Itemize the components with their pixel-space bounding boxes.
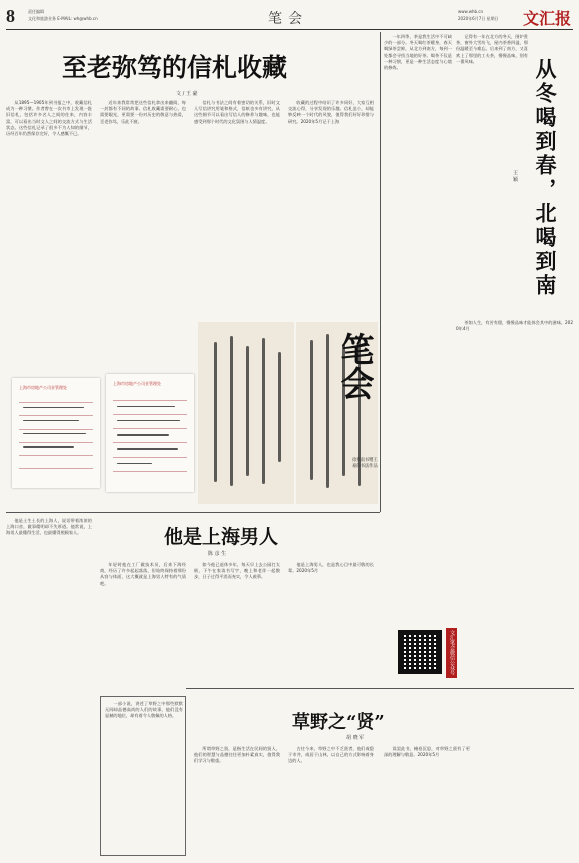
newspaper-logo: 文汇报	[522, 9, 571, 28]
article2-column-1	[6, 518, 92, 848]
masthead-contact-line: 文化和旅游业务 E-MAIL: wh@whb.cn	[28, 16, 98, 21]
article3-text-3: 古往今来，草野之中不乏贤者，他们或隐于市井，或居于山林，以自己的方式影响着身边的人。	[288, 746, 374, 764]
article3-title: 草野之“贤”	[292, 712, 385, 733]
article3-column-1	[105, 701, 183, 851]
calligraphy-characters: 笔会	[334, 332, 374, 400]
section-divider	[6, 512, 380, 513]
article1-text-1: 从1895—1905年到书报之中，收藏信札成为一种习惯。作者曾在一次书市上发现一批旧信札，包括许多名人之间的往来，内容丰富，可以看出当时文人之间的交流方式与生活状态。这些信札记录了很多不为人知的细节，历经百年仍然保存完好，令人感慨不已。	[6, 100, 92, 137]
article1-text-3: 信札与书法之间有着密切的关系，旧时文人写信讲究用笔和格式，信纸也多有讲究，从这些细节可以看出写信人的修养与趣味，也能感受到那个时代的文化氛围与人情温度。	[194, 100, 280, 124]
vertical-article-title: 从冬喝到春，北喝到南	[533, 58, 558, 298]
image-caption: 徐燕南书赠王豪的书法作品	[352, 458, 378, 469]
article3-column-2	[194, 746, 280, 856]
masthead	[6, 4, 573, 30]
qr-label: 文汇笔会微信公众号	[446, 628, 457, 678]
article2-text-4: 他是上海男人，也是我心目中最可敬的长辈。2020年5月	[288, 562, 374, 574]
article3-text-4: 读罢此书，掩卷沉思，对草野之贤有了更深的理解与敬意。2020年5月	[384, 746, 470, 758]
column-divider	[380, 32, 381, 512]
vertical-article-column-4	[384, 320, 452, 620]
calligraphy-photo-1	[198, 322, 294, 504]
vertical-article-text-1: 一年四季，茶是我生活中不可缺少的一部分。冬天喝红茶暖身，春天喝绿茶尝鲜，从北方到南方，每到一处都会寻找当地的好茶。喝茶不仅是一种习惯，更是一种生活态度与心境的修炼。	[384, 34, 452, 71]
letter-photo-1	[12, 378, 100, 488]
vertical-article-column-3	[456, 320, 573, 640]
article3-column-4	[384, 746, 470, 856]
article2-text-3: 如今他已退休多年，每天早上去公园打太极，下午在家读书写字，晚上和老伴一起散步，日子过得平淡而充实，令人羡慕。	[194, 562, 280, 580]
masthead-date: 2020年6月7日 星期日	[458, 16, 499, 21]
article3-text-2: 所谓草野之贤，是指生活在民间的贤人，他们的智慧与品德往往更加朴素真实，值得我们学习与敬重。	[194, 746, 280, 764]
masthead-editor-line: 责任编辑	[28, 9, 44, 14]
article2-column-4	[288, 562, 374, 682]
vertical-article-column-1	[384, 34, 452, 314]
article2-byline: 陈 彦 生	[208, 551, 227, 557]
section-name: 笔会	[268, 11, 308, 27]
sidebar-box	[100, 696, 186, 856]
vertical-article-text-3: 茶如人生，有苦有甜，慢慢品味才能体会其中的滋味。2020年4月	[456, 320, 573, 332]
article3-byline: 胡 晓 军	[346, 735, 365, 741]
letter-photo-2	[106, 374, 194, 492]
qr-code[interactable]	[398, 630, 442, 674]
vertical-article-byline: 王 颖	[512, 170, 518, 182]
article1-text-2: 近年来我常常把这些信札拿出来翻阅，每一封都有不同的故事。信札收藏需要耐心，也需要眼光，更需要一份对历史的敬意与热爱，至老弥笃，乐此不疲。	[100, 100, 186, 124]
article3-top-divider	[186, 688, 574, 689]
letterhead-text-2: 上海市房地产公司业管理处	[113, 381, 162, 387]
page-number: 8	[6, 6, 15, 26]
vertical-article-text-2: 记得有一年在北方的冬天，围炉煮茶，窗外大雪纷飞，屋内茶香四溢，那份温暖至今难忘。后来到了南方，又喜欢上了那里的工夫茶，慢慢品味，别有一番风味。	[456, 34, 528, 64]
article1-column-1	[6, 100, 92, 320]
vertical-article-column-2	[456, 34, 528, 94]
article1-byline: 文 / 王 豪	[176, 91, 198, 97]
article2-text-1: 他是土生土长的上海人，说话带着浓浓的上海口音，做事精明却不失厚道。他常说，上海男人最懂得生活，也最懂得照顾家人。	[6, 518, 92, 536]
letterhead-text-1: 上海市房地产公司业管理处	[19, 384, 68, 390]
article2-title: 他是上海男人	[164, 526, 279, 548]
article1-column-2	[100, 100, 186, 320]
article3-text-1: 一部小说，讲述了草野之中那些默默无闻却品德高尚的人们的故事，他们没有显赫的地位，却有着令人敬佩的人格。	[105, 701, 183, 719]
article2-text-2: 年轻时他在工厂做技术员，后来下海经商，经历了许多起起落落，但始终保持着那份从容与体面，这大概就是上海男人特有的气质吧。	[100, 562, 186, 586]
masthead-website: www.whb.cn	[458, 9, 484, 14]
article1-text-4: 收藏的过程中结识了许多同好，大家互相交流心得，分享发现的乐趣。信札虽小，却能够反映一个时代的风貌，值得我们好好珍惜与研究。2020年5月记于上海	[288, 100, 374, 124]
article3-column-5	[476, 696, 573, 856]
article3-column-3	[288, 746, 374, 856]
article1-title: 至老弥笃的信札收藏	[62, 53, 288, 82]
article1-column-3	[194, 100, 280, 320]
article1-column-4	[288, 100, 374, 320]
